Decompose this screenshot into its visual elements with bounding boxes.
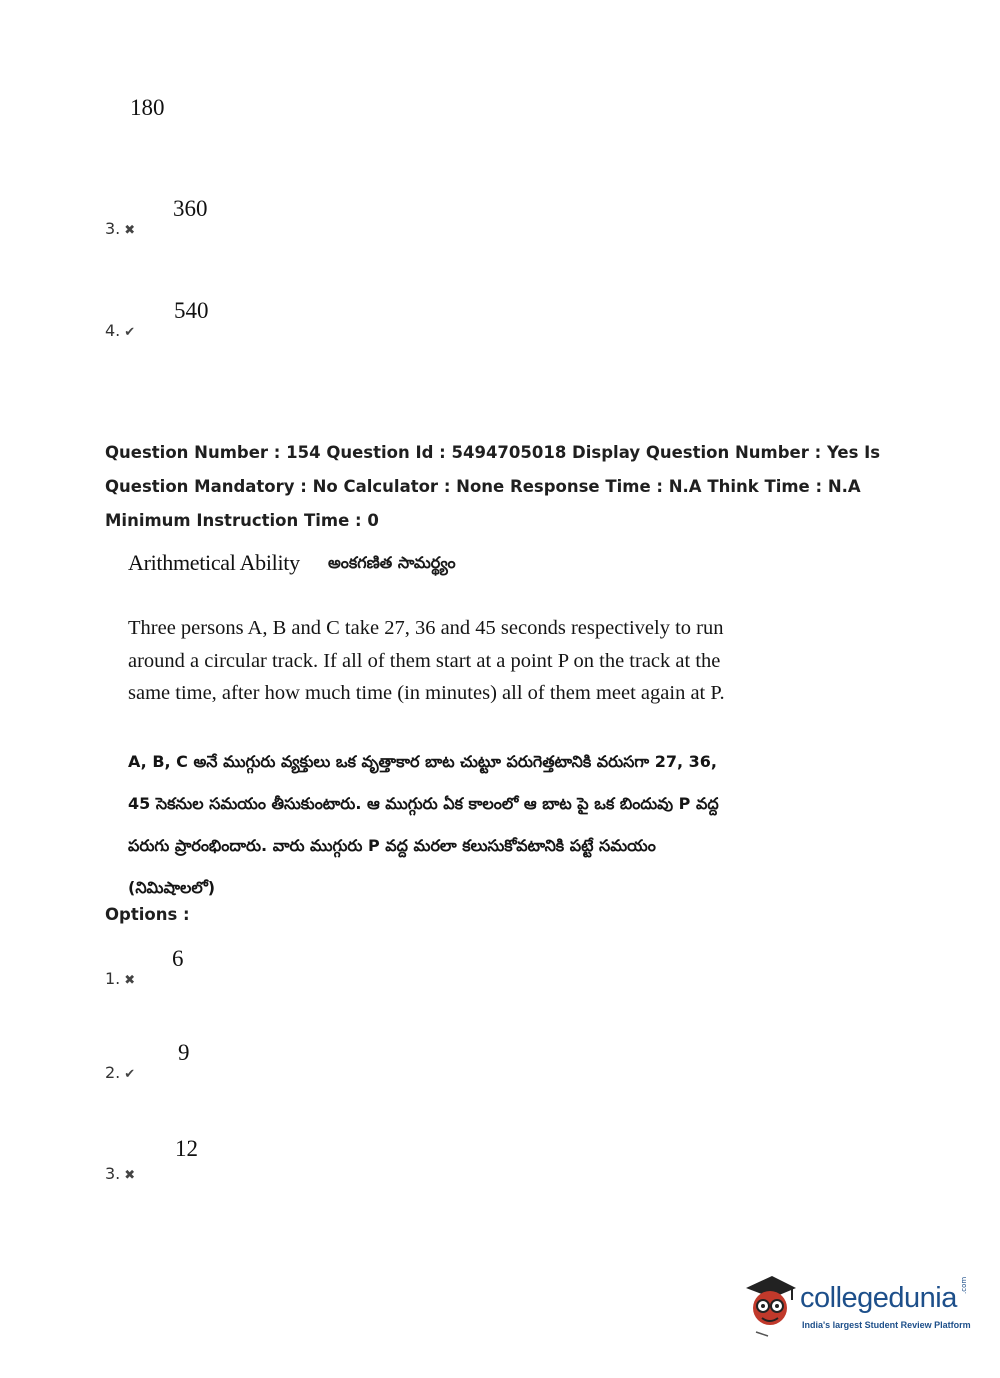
- prev-option-4-marker: [105, 321, 135, 340]
- prev-option-3-value: 360: [173, 196, 208, 221]
- check-icon: ✔: [124, 325, 136, 340]
- cross-icon: ✖: [124, 223, 136, 238]
- mascot-icon: [742, 1274, 798, 1340]
- check-icon: ✔: [124, 1067, 136, 1082]
- question-meta: Question Number : 154 Question Id : 5494705018 Display Question Number : Yes Is Question Mandatory : No Calculator : None Response Time : N.A Think Time : N.A Minimum Instruction Time : 0: [105, 443, 881, 530]
- section-title-english: Arithmetical Ability: [128, 550, 300, 575]
- option-2-value: 9: [178, 1040, 190, 1065]
- section-title-telugu: అంకగణిత సామర్థ్యం: [328, 553, 456, 572]
- logo-domain: .com: [960, 1276, 968, 1294]
- collegedunia-logo: [742, 1272, 972, 1342]
- prev-option-3-marker: [105, 219, 135, 238]
- option-index: 2.: [105, 1063, 121, 1082]
- logo-brand-text: collegedunia: [800, 1282, 957, 1314]
- option-3-value: 12: [175, 1136, 198, 1161]
- option-1-value: 6: [172, 946, 184, 971]
- prev-option-4-value: 540: [174, 298, 209, 323]
- question-text-telugu: A, B, C అనే ముగ్గురు వ్యక్తులు ఒక వృత్తాకార బాట చుట్టూ పరుగెత్తటానికి వరుసగా 27, 36, 45 సెకనుల సమయం తీసుకుంటారు. ఆ ముగ్గురు ఏక కాలంలో ఆ బాట పై ఒక బిందువు P వద్ద పరుగు ప్రారంభిందారు. వారు ముగ్గురు P వద్ద మరలా కలుసుకోవటానికి పట్టే సమయం (నిమిషాలలో): [128, 752, 719, 897]
- cross-icon: ✖: [124, 1168, 136, 1183]
- option-index: 1.: [105, 969, 121, 988]
- options-label: Options :: [105, 905, 190, 924]
- question-text-english: Three persons A, B and C take 27, 36 and 45 seconds respectively to run around a circular track. If all of them start at a point P on the track at the same time, after how much time (in minutes) all of them meet again at P.: [128, 617, 725, 704]
- option-index: 3.: [105, 219, 121, 238]
- option-3-marker: [105, 1164, 135, 1183]
- option-1-marker: [105, 969, 135, 988]
- cross-icon: ✖: [124, 973, 136, 988]
- option-2-marker: [105, 1063, 135, 1082]
- logo-tagline: India's largest Student Review Platform: [802, 1320, 971, 1330]
- option-index: 4.: [105, 321, 121, 340]
- option-index: 3.: [105, 1164, 121, 1183]
- prev-option-value-180: 180: [130, 95, 165, 120]
